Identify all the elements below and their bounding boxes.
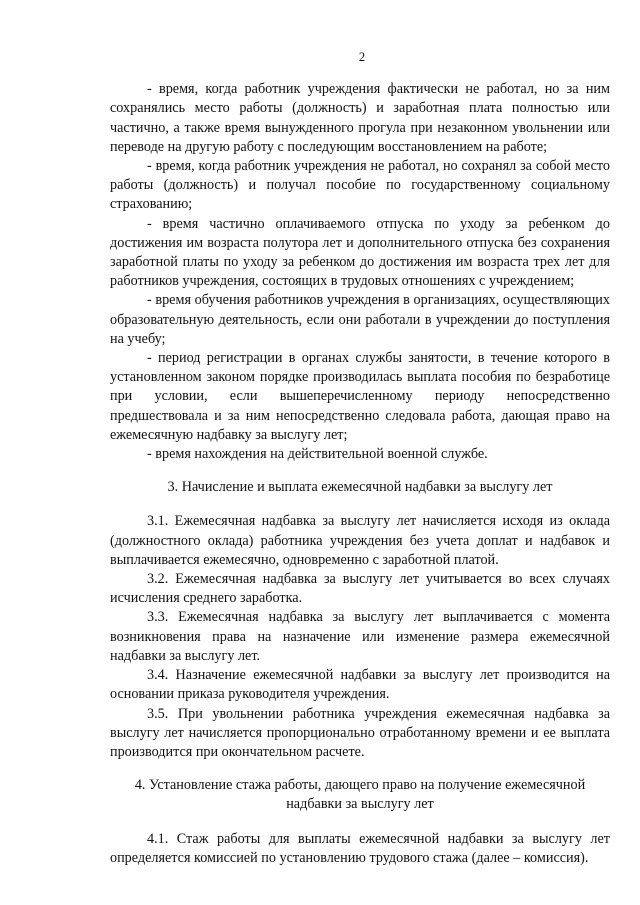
list-item: - время, когда работник учреждения не работал, но сохранял за собой место работы (должность) и получал пособие по государственному социальному страхованию; (110, 158, 610, 213)
section-heading-4 (110, 776, 610, 814)
paragraph-3-4: 3.4. Назначение ежемесячной надбавки за выслугу лет производится на основании приказа руководителя учреждения. (110, 667, 610, 703)
list-item: - период регистрации в органах службы занятости, в течение которого в установленном законом порядке производилась выплата пособия по безработице при условии, если вышеперечисленному периоду непосредственно предшествовала и за ним непосредственно следовала работа, дающая право на ежемесячную надбавку за выслугу лет; (110, 350, 610, 443)
list-item: - время, когда работник учреждения фактически не работал, но за ним сохранялись место работы (должность) и заработная плата полностью или частично, а также время вынужденного прогула при незаконном увольнении или переводе на другую работу с последующим восстановлением на работе; (110, 81, 610, 155)
document-page (110, 48, 610, 868)
paragraph-4-1: 4.1. Стаж работы для выплаты ежемесячной надбавки за выслугу лет определяется комиссией по установлению трудового стажа (далее – комиссия). (110, 830, 610, 866)
paragraph-3-1: 3.1. Ежемесячная надбавка за выслугу лет начисляется исходя из оклада (должностного оклада) работника учреждения без учета доплат и надбавок и выплачивается ежемесячно, одновременно с заработной платой. (110, 513, 610, 568)
page-number: 2 (358, 50, 366, 64)
section-4-body (110, 830, 610, 868)
section-heading-4-line1: 4. Установление стажа работы, дающего право на получение ежемесячной (134, 777, 586, 794)
paragraph-3-5: 3.5. При увольнении работника учреждения ежемесячная надбавка за выслугу лет начисляется пропорционально отработанному времени и ее выплата производится при окончательном расчете. (110, 705, 610, 760)
list-item: - время нахождения на действительной военной службе. (147, 446, 488, 463)
list-item: - время обучения работников учреждения в организациях, осуществляющих образовательную деятельность, если они работали в учреждении до поступления на учебу; (110, 292, 610, 347)
paragraph-3-2: 3.2. Ежемесячная надбавка за выслугу лет учитывается во всех случаях исчисления среднего заработка. (110, 571, 610, 607)
section-3-body (110, 512, 610, 762)
section-heading-3: 3. Начисление и выплата ежемесячной надбавки за выслугу лет (167, 479, 553, 496)
paragraph-3-3: 3.3. Ежемесячная надбавка за выслугу лет выплачивается с момента возникновения права на назначение или изменение размера ежемесячной надбавки за выслугу лет. (110, 609, 610, 664)
list-item: - время частично оплачиваемого отпуска по уходу за ребенком до достижения им возраста полутора лет и дополнительного отпуска без сохранения заработной платы по уходу за ребенком до достижения им возраста трех лет для работников учреждения, состоящих в трудовых отношениях с учреждением; (110, 215, 610, 290)
section-heading-4-line2: надбавки за выслугу лет (286, 796, 434, 813)
